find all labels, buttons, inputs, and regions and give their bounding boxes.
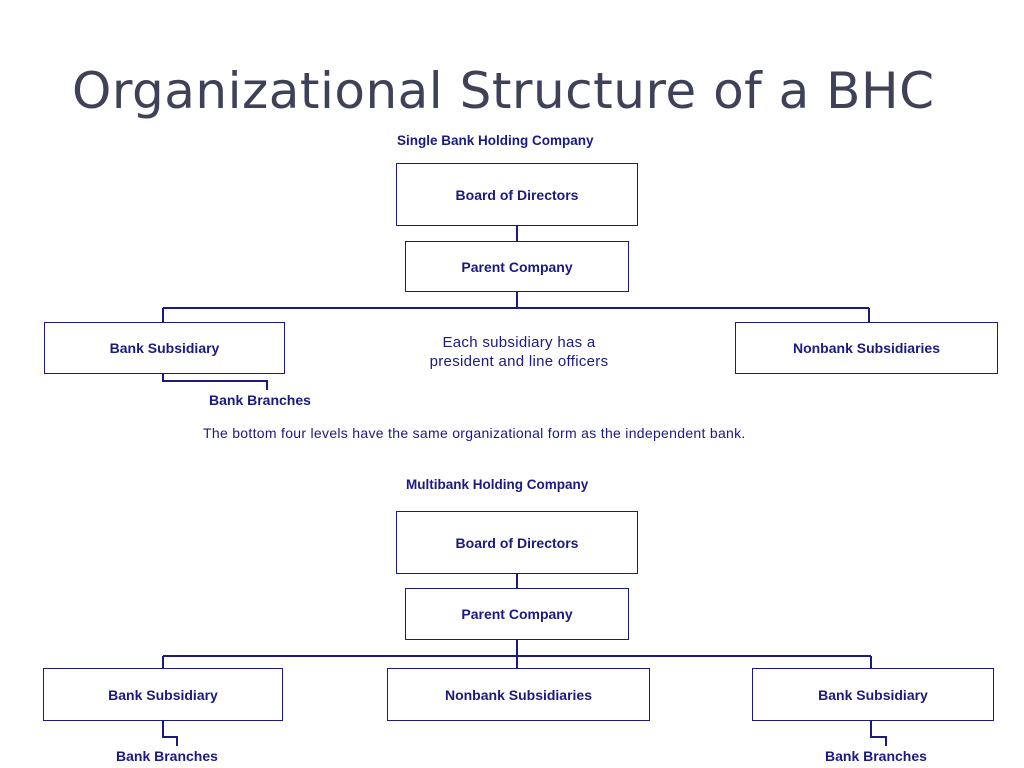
single-bank-subsidiary-label: Bank Subsidiary (109, 340, 220, 356)
single-nonbank-label: Nonbank Subsidiaries (792, 340, 941, 356)
single-parent-label: Parent Company (461, 258, 573, 275)
single-board-of-directors-box (396, 163, 638, 226)
single-bhc-heading: Single Bank Holding Company (397, 133, 594, 148)
multi-parent-company-box (405, 588, 629, 640)
multi-board-label: Board of Directors (455, 534, 579, 551)
multi-bank-subsidiary-right-box (752, 668, 994, 721)
single-bank-branches: Bank Branches (209, 392, 311, 408)
multi-nonbank-subsidiaries-box (387, 668, 650, 721)
single-board-label: Board of Directors (455, 186, 579, 203)
multi-bank-branches-right: Bank Branches (825, 748, 927, 764)
subsidiary-note-line2: president and line officers (429, 353, 609, 370)
connector-bank-branches (163, 373, 267, 390)
subsidiary-note (405, 333, 633, 371)
single-nonbank-subsidiaries-box (735, 322, 998, 374)
multi-bank-subsidiary-right-label: Bank Subsidiary (818, 686, 928, 703)
multi-bank-subsidiary-left-box (43, 668, 283, 721)
multi-board-of-directors-box (396, 511, 638, 574)
multi-bank-subsidiary-left-label: Bank Subsidiary (108, 686, 218, 703)
multi-nonbank-label: Nonbank Subsidiaries (444, 686, 593, 703)
multi-parent-label: Parent Company (461, 606, 573, 622)
single-parent-company-box (405, 241, 629, 292)
diagram-caption: The bottom four levels have the same organizational form as the independent bank. (203, 425, 746, 441)
connector-bank-branches-left (163, 720, 177, 746)
slide-title: Organizational Structure of a BHC (72, 62, 935, 120)
multibank-bhc-heading: Multibank Holding Company (406, 477, 589, 492)
connector-bank-branches-right (871, 720, 886, 746)
subsidiary-note-line1: Each subsidiary has a (442, 334, 596, 351)
single-bank-subsidiary-box (44, 322, 285, 374)
multi-bank-branches-left: Bank Branches (116, 748, 218, 764)
